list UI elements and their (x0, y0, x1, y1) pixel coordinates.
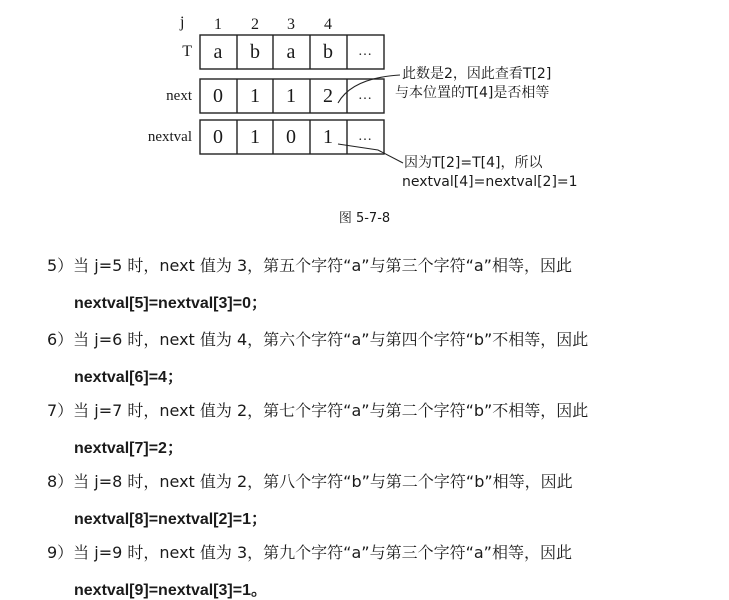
next-cell: 1 (286, 84, 296, 107)
item-7-text: 7）当 j=7 时，next 值为 2，第七个字符“a”与第二个字符“b”不相等，因此 (47, 401, 589, 420)
nextval-cell: 0 (286, 125, 296, 148)
t-cell-ellipsis: … (358, 44, 372, 59)
row-label-nextval: nextval (147, 129, 192, 145)
next-cell: 2 (323, 84, 333, 107)
item-8-formula: nextval[8]=nextval[2]=1； (74, 511, 267, 528)
row-label-t: T (182, 43, 192, 60)
item-8-text: 8）当 j=8 时，next 值为 2，第八个字符“b”与第二个字符“b”相等，因此 (47, 472, 573, 491)
annotation-1-line-1: 此数是2，因此查看T[2] (402, 66, 552, 82)
index-4: 4 (324, 16, 332, 33)
next-cell: 1 (250, 84, 260, 107)
next-cell-ellipsis: … (358, 88, 372, 103)
item-5-formula: nextval[5]=nextval[3]=0； (74, 295, 267, 312)
item-9-text: 9）当 j=9 时，next 值为 3，第九个字符“a”与第三个字符“a”相等，因此 (47, 543, 572, 562)
item-9-formula: nextval[9]=nextval[3]=1。 (74, 582, 267, 599)
nextval-cell: 1 (250, 125, 260, 148)
t-cell: a (213, 40, 223, 63)
item-6-formula: nextval[6]=4； (74, 369, 183, 386)
row-label-next: next (166, 88, 192, 104)
nextval-cell: 0 (213, 125, 223, 148)
index-label-j: j (180, 14, 185, 31)
index-3: 3 (287, 16, 295, 33)
t-cell: b (323, 40, 333, 63)
next-cell: 0 (213, 84, 223, 107)
item-7-formula: nextval[7]=2； (74, 440, 183, 457)
annotation-2-line-2: nextval[4]=nextval[2]=1 (402, 174, 578, 190)
t-cell: b (250, 40, 260, 63)
item-6-text: 6）当 j=6 时，next 值为 4，第六个字符“a”与第四个字符“b”不相等，因此 (47, 330, 589, 349)
nextval-cell-ellipsis: … (358, 129, 372, 144)
figure-caption: 图 5-7-8 (338, 211, 391, 226)
index-2: 2 (251, 16, 259, 33)
figure-5-7-8 (0, 0, 729, 240)
index-1: 1 (214, 16, 222, 33)
t-cell: a (286, 40, 296, 63)
nextval-cell: 1 (323, 125, 333, 148)
annotation-2-line-1: 因为T[2]=T[4]，所以 (404, 155, 543, 171)
item-5-text: 5）当 j=5 时，next 值为 3，第五个字符“a”与第三个字符“a”相等，因此 (47, 256, 572, 275)
annotation-1-line-2: 与本位置的T[4]是否相等 (395, 85, 550, 101)
